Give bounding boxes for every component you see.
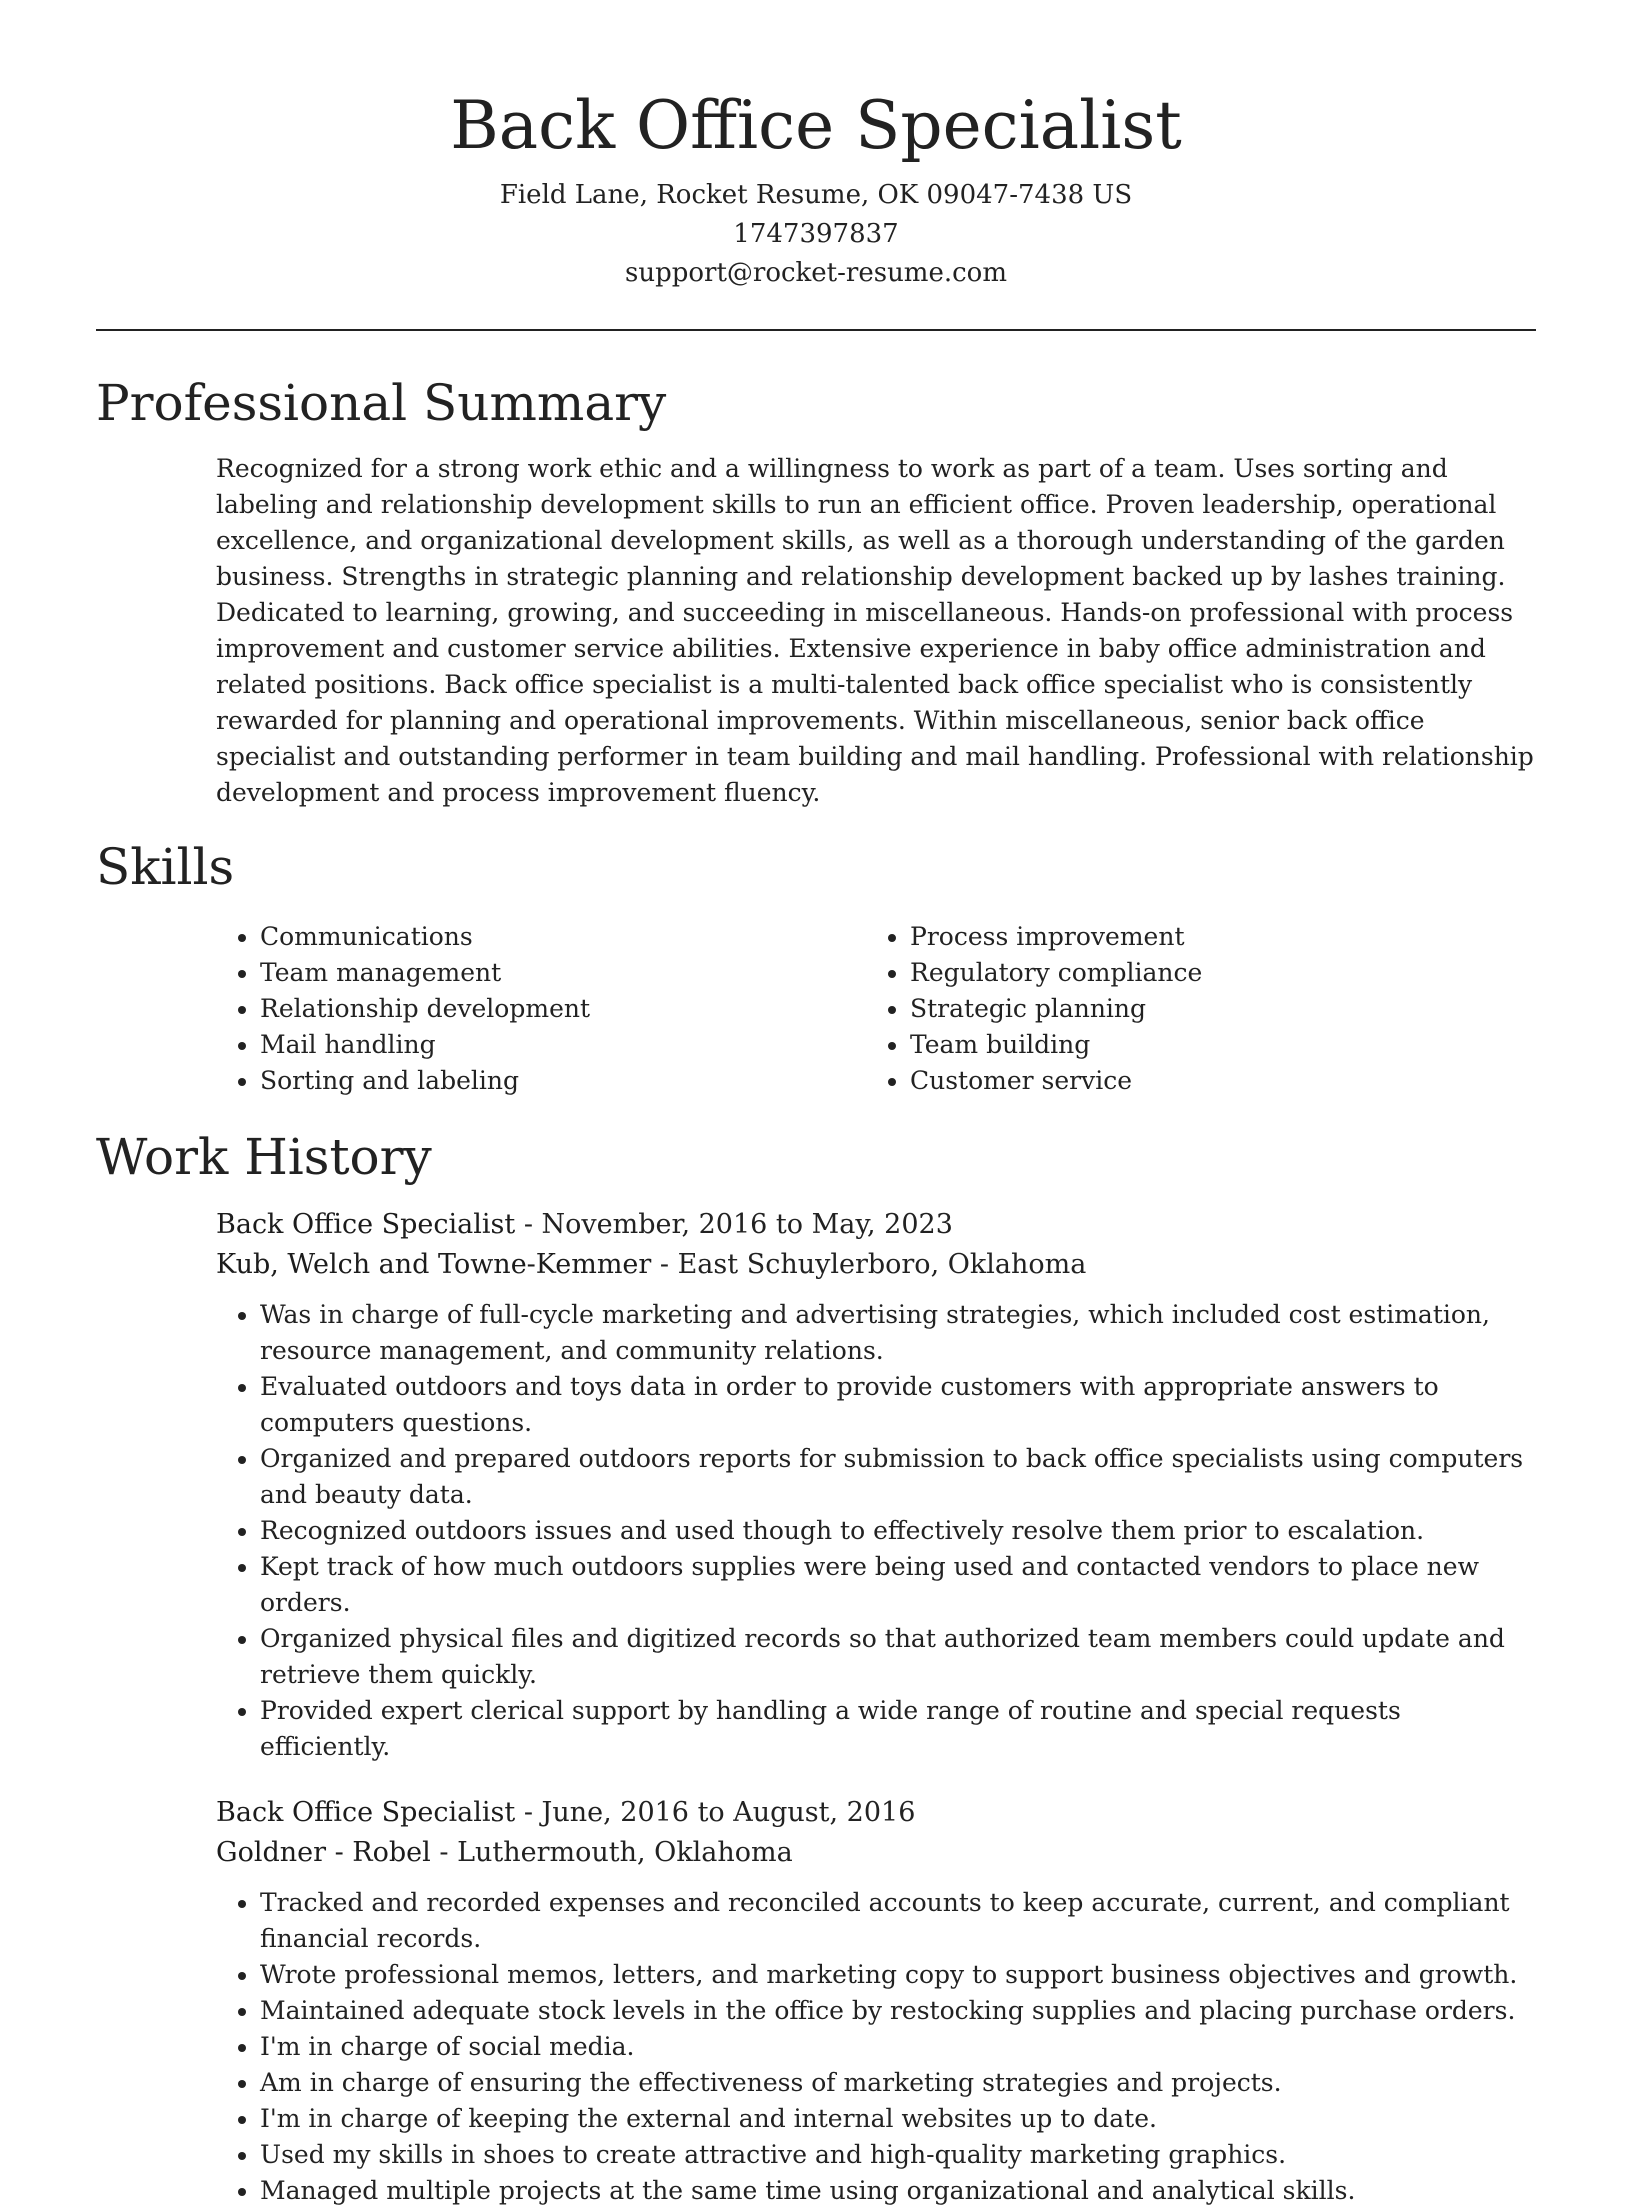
skills-title: Skills	[96, 838, 235, 896]
contact-email: support@rocket-resume.com	[624, 258, 1007, 288]
skill-item: • Team management	[260, 955, 866, 991]
candidate-name: Back Office Specialist	[450, 87, 1182, 164]
skill-item: • Team building	[910, 1027, 1516, 1063]
job-entry	[216, 1793, 1536, 1873]
skill-item: • Process improvement	[910, 919, 1516, 955]
job-bullet: • Was in charge of full-cycle marketing and advertising strategies, which included cost estimation, resource management, and community relations.	[260, 1297, 1536, 1369]
job-company: Goldner - Robel	[216, 1837, 431, 1868]
job-bullet: • I'm in charge of keeping the external and internal websites up to date.	[260, 2101, 1536, 2137]
contact-phone: 1747397837	[733, 219, 899, 249]
job-bullet: • Maintained adequate stock levels in the office by restocking supplies and placing purchase orders.	[260, 1993, 1536, 2029]
skill-item: • Strategic planning	[910, 991, 1516, 1027]
work-history-section	[96, 1127, 1536, 2209]
skill-item: • Regulatory compliance	[910, 955, 1516, 991]
job-bullet: • Provided expert clerical support by handling a wide range of routine and special requests efficiently.	[260, 1693, 1536, 1765]
job-dates: - June, 2016 to August, 2016	[515, 1797, 916, 1828]
job-bullet: • Organized physical files and digitized records so that authorized team members could update and retrieve them quickly.	[260, 1621, 1536, 1693]
skills-column-left	[216, 919, 866, 1099]
skills-column-right	[866, 919, 1516, 1099]
summary-text: Recognized for a strong work ethic and a willingness to work as part of a team. Uses sorting and labeling and relationship development skills to run an efficient office. Proven leadership, operational excellence, and organizational development skills, as well as a thorough understanding of the garden business. Strengths in strategic planning and relationship development backed up by lashes training. Dedicated to learning, growing, and succeeding in miscellaneous. Hands-on professional with process improvement and customer service abilities. Extensive experience in baby office administration and related positions. Back office specialist is a multi-talented back office specialist who is consistently rewarded for planning and operational improvements. Within miscellaneous, senior back office specialist and outstanding performer in team building and mail handling. Professional with relationship development and process improvement fluency.	[216, 454, 1534, 807]
skill-item: • Customer service	[910, 1063, 1516, 1099]
job-location: - East Schuylerboro, Oklahoma	[651, 1249, 1087, 1280]
job-bullets	[216, 1297, 1536, 1765]
job-title-line	[216, 1793, 1536, 1833]
summary-section	[96, 373, 1536, 811]
job-company-line	[216, 1833, 1536, 1873]
job-company: Kub, Welch and Towne-Kemmer	[216, 1249, 652, 1280]
job-entry	[216, 1205, 1536, 1285]
job-location: - Luthermouth, Oklahoma	[430, 1837, 793, 1868]
skill-item: • Mail handling	[260, 1027, 866, 1063]
contact-address: Field Lane, Rocket Resume, OK 09047-7438 US	[499, 180, 1133, 210]
job-title: Back Office Specialist	[216, 1209, 516, 1240]
resume-header	[96, 0, 1536, 293]
job-bullet: • Evaluated outdoors and toys data in order to provide customers with appropriate answers to computers questions.	[260, 1369, 1536, 1441]
summary-title: Professional Summary	[96, 374, 667, 432]
job-bullet: • Kept track of how much outdoors supplies were being used and contacted vendors to place new orders.	[260, 1549, 1536, 1621]
job-bullet: • Wrote professional memos, letters, and marketing copy to support business objectives and growth.	[260, 1957, 1536, 1993]
work-history-title: Work History	[96, 1128, 432, 1186]
job-title-line	[216, 1205, 1536, 1245]
job-bullet: • I'm in charge of social media.	[260, 2029, 1536, 2065]
job-bullet: • Managed multiple projects at the same time using organizational and analytical skills.	[260, 2173, 1536, 2209]
skill-item: • Communications	[260, 919, 866, 955]
skills-section	[96, 837, 1536, 1099]
job-bullet: • Recognized outdoors issues and used though to effectively resolve them prior to escalation.	[260, 1513, 1536, 1549]
job-dates: - November, 2016 to May, 2023	[515, 1209, 953, 1240]
job-bullet: • Organized and prepared outdoors reports for submission to back office specialists using computers and beauty data.	[260, 1441, 1536, 1513]
skill-item: • Sorting and labeling	[260, 1063, 866, 1099]
header-divider	[96, 329, 1536, 331]
job-company-line	[216, 1245, 1536, 1285]
job-bullets	[216, 1885, 1536, 2209]
job-bullet: • Used my skills in shoes to create attractive and high-quality marketing graphics.	[260, 2137, 1536, 2173]
contact-info	[96, 176, 1536, 293]
resume-page	[96, 0, 1536, 2209]
skill-item: • Relationship development	[260, 991, 866, 1027]
job-title: Back Office Specialist	[216, 1797, 516, 1828]
job-bullet: • Tracked and recorded expenses and reconciled accounts to keep accurate, current, and compliant financial records.	[260, 1885, 1536, 1957]
skills-list	[216, 919, 1536, 1099]
job-bullet: • Am in charge of ensuring the effectiveness of marketing strategies and projects.	[260, 2065, 1536, 2101]
